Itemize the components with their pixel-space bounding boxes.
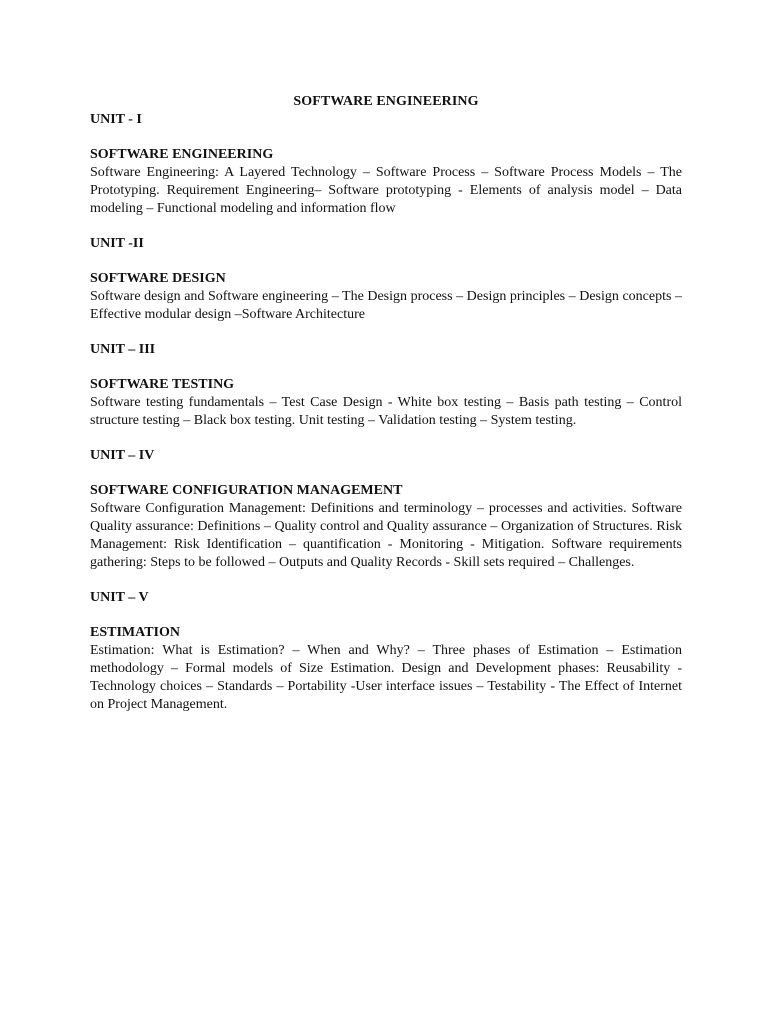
unit-3: [90, 341, 682, 430]
unit-label: UNIT – III: [90, 342, 156, 357]
section-body: Software testing fundamentals – Test Case Design - White box testing – Basis path testing – Control structure testing – Black box testing. Unit testing – Validation testing – System testing.: [90, 395, 682, 428]
unit-4: [90, 447, 682, 572]
section-body: Software Engineering: A Layered Technology – Software Process – Software Process Models – The Prototyping. Requirement Engineering– Software prototyping - Elements of analysis model – Data modeling – Functional modeling and information flow: [90, 165, 682, 216]
unit-5: [90, 589, 682, 714]
section-body: Software design and Software engineering – The Design process – Design principles – Design concepts – Effective modular design –Software Architecture: [90, 289, 682, 322]
section-heading: SOFTWARE ENGINEERING: [90, 147, 274, 162]
section-heading: SOFTWARE CONFIGURATION MANAGEMENT: [90, 483, 403, 498]
document-page: [90, 93, 682, 731]
section-heading: SOFTWARE DESIGN: [90, 271, 226, 286]
section-heading: ESTIMATION: [90, 625, 180, 640]
section-heading: SOFTWARE TESTING: [90, 377, 235, 392]
unit-1: [90, 111, 682, 218]
unit-label: UNIT - I: [90, 112, 142, 127]
page-title: SOFTWARE ENGINEERING: [293, 94, 479, 109]
unit-label: UNIT -II: [90, 236, 144, 251]
section-body: Software Configuration Management: Definitions and terminology – processes and activities. Software Quality assurance: Definitions – Quality control and Quality assurance – Organization of Structures. Risk Management: Risk Identification – quantification - Monitoring - Mitigation. Software requirements gathering: Steps to be followed – Outputs and Quality Records - Skill sets required – Challenges.: [90, 501, 682, 570]
unit-label: UNIT – IV: [90, 448, 155, 463]
unit-label: UNIT – V: [90, 590, 149, 605]
section-body: Estimation: What is Estimation? – When and Why? – Three phases of Estimation – Estimation methodology – Formal models of Size Estimation. Design and Development phases: Reusability - Technology choices – Standards – Portability -User interface issues – Testability - The Effect of Internet on Project Management.: [90, 643, 682, 712]
unit-2: [90, 235, 682, 324]
